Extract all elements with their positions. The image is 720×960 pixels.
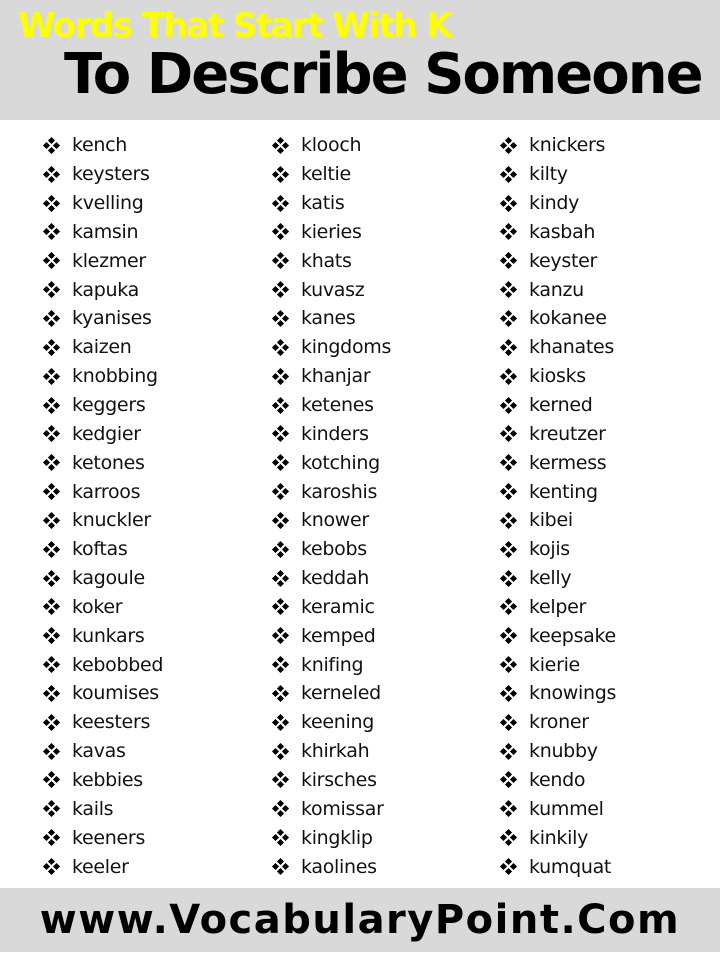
list-item [500, 852, 616, 881]
subtitle: Words That Start With K [18, 6, 452, 46]
list-item [272, 246, 391, 275]
word-text: keltie [301, 163, 351, 186]
list-item [500, 535, 616, 564]
four-diamond-bullet-icon [272, 368, 288, 384]
word-text: kindy [529, 192, 580, 215]
four-diamond-bullet-icon [272, 310, 288, 326]
word-text: keeners [72, 826, 146, 849]
four-diamond-bullet-icon [272, 426, 288, 442]
four-diamond-bullet-icon [272, 685, 288, 701]
four-diamond-bullet-icon [500, 714, 516, 730]
list-item [272, 564, 391, 593]
four-diamond-bullet-icon [500, 801, 516, 817]
list-item [500, 621, 616, 650]
word-text: knobbing [72, 365, 158, 388]
four-diamond-bullet-icon [272, 137, 288, 153]
word-text: kendo [529, 768, 586, 791]
word-text: klezmer [72, 249, 146, 272]
word-text: kunkars [72, 624, 145, 647]
four-diamond-bullet-icon [500, 657, 516, 673]
word-text: keeler [72, 855, 129, 878]
four-diamond-bullet-icon [500, 253, 516, 269]
word-text: karroos [72, 480, 141, 503]
word-text: kummel [529, 797, 604, 820]
four-diamond-bullet-icon [43, 772, 59, 788]
word-text: kinders [301, 422, 369, 445]
word-text: kebobs [301, 538, 367, 561]
four-diamond-bullet-icon [43, 714, 59, 730]
word-text: kench [72, 134, 128, 157]
list-item [272, 679, 391, 708]
four-diamond-bullet-icon [272, 657, 288, 673]
list-item [272, 333, 391, 362]
four-diamond-bullet-icon [500, 282, 516, 298]
word-text: keyster [529, 249, 598, 272]
word-text: kiosks [529, 365, 586, 388]
list-item [43, 564, 163, 593]
list-item [43, 823, 163, 852]
four-diamond-bullet-icon [43, 599, 59, 615]
list-item [272, 448, 391, 477]
word-text: kermess [529, 451, 607, 474]
four-diamond-bullet-icon [43, 282, 59, 298]
word-text: karoshis [301, 480, 378, 503]
website-url: www.VocabularyPoint.Com [39, 897, 681, 943]
list-item [500, 448, 616, 477]
list-item [43, 218, 163, 247]
four-diamond-bullet-icon [43, 512, 59, 528]
list-item [500, 304, 616, 333]
word-text: knubby [529, 740, 598, 763]
four-diamond-bullet-icon [43, 628, 59, 644]
list-item [43, 419, 163, 448]
list-item [43, 246, 163, 275]
list-item [500, 189, 616, 218]
list-item [500, 650, 616, 679]
list-item [272, 275, 391, 304]
four-diamond-bullet-icon [500, 339, 516, 355]
four-diamond-bullet-icon [272, 541, 288, 557]
list-item [43, 362, 163, 391]
four-diamond-bullet-icon [272, 484, 288, 500]
list-item [272, 535, 391, 564]
four-diamond-bullet-icon [500, 772, 516, 788]
word-text: kemped [301, 624, 376, 647]
list-item [43, 708, 163, 737]
word-text: kails [72, 797, 114, 820]
word-text: kasbah [529, 220, 596, 243]
list-item [43, 391, 163, 420]
four-diamond-bullet-icon [43, 570, 59, 586]
list-item [500, 794, 616, 823]
word-text: koftas [72, 538, 128, 561]
list-item [43, 304, 163, 333]
four-diamond-bullet-icon [43, 657, 59, 673]
word-text: knifing [301, 653, 364, 676]
word-text: knowings [529, 682, 617, 705]
list-item [43, 852, 163, 881]
list-item [500, 160, 616, 189]
four-diamond-bullet-icon [43, 830, 59, 846]
four-diamond-bullet-icon [272, 714, 288, 730]
four-diamond-bullet-icon [272, 397, 288, 413]
four-diamond-bullet-icon [43, 426, 59, 442]
four-diamond-bullet-icon [43, 541, 59, 557]
word-text: klooch [301, 134, 362, 157]
list-item [43, 650, 163, 679]
list-item [272, 160, 391, 189]
four-diamond-bullet-icon [272, 253, 288, 269]
list-item [500, 737, 616, 766]
word-text: kavas [72, 740, 126, 763]
four-diamond-bullet-icon [500, 484, 516, 500]
word-text: kibei [529, 509, 573, 532]
four-diamond-bullet-icon [272, 282, 288, 298]
four-diamond-bullet-icon [272, 772, 288, 788]
four-diamond-bullet-icon [500, 743, 516, 759]
four-diamond-bullet-icon [272, 801, 288, 817]
list-item [43, 794, 163, 823]
list-item [272, 362, 391, 391]
four-diamond-bullet-icon [272, 859, 288, 875]
list-item [272, 737, 391, 766]
word-text: kaizen [72, 336, 132, 359]
list-item [272, 304, 391, 333]
list-item [500, 246, 616, 275]
list-item [272, 593, 391, 622]
word-text: kieries [301, 220, 362, 243]
page-title: To Describe Someone [64, 42, 702, 107]
four-diamond-bullet-icon [500, 368, 516, 384]
word-text: keening [301, 711, 375, 734]
word-text: komissar [301, 797, 384, 820]
word-text: khanjar [301, 365, 371, 388]
list-item [272, 189, 391, 218]
list-item [272, 708, 391, 737]
four-diamond-bullet-icon [500, 512, 516, 528]
word-column-1 [43, 131, 163, 881]
word-text: kenting [529, 480, 598, 503]
word-text: kedgier [72, 422, 141, 445]
word-text: keepsake [529, 624, 616, 647]
four-diamond-bullet-icon [43, 368, 59, 384]
four-diamond-bullet-icon [500, 859, 516, 875]
list-item [500, 131, 616, 160]
list-item [500, 708, 616, 737]
list-item [272, 218, 391, 247]
list-item [272, 419, 391, 448]
list-item [43, 766, 163, 795]
list-item [500, 823, 616, 852]
word-text: ketones [72, 451, 145, 474]
four-diamond-bullet-icon [43, 801, 59, 817]
word-text: kuvasz [301, 278, 365, 301]
list-item [272, 477, 391, 506]
word-text: kojis [529, 538, 570, 561]
word-text: kroner [529, 711, 589, 734]
list-item [43, 593, 163, 622]
word-text: kebbies [72, 768, 143, 791]
word-text: kirsches [301, 768, 377, 791]
word-text: kilty [529, 163, 568, 186]
word-text: kokanee [529, 307, 607, 330]
word-text: kagoule [72, 567, 145, 590]
word-text: ketenes [301, 394, 374, 417]
word-text: kebobbed [72, 653, 164, 676]
word-list [0, 131, 720, 881]
list-item [43, 448, 163, 477]
word-text: kerned [529, 394, 593, 417]
four-diamond-bullet-icon [43, 743, 59, 759]
word-text: kingklip [301, 826, 373, 849]
word-column-2 [272, 131, 391, 881]
four-diamond-bullet-icon [272, 224, 288, 240]
word-column-3 [500, 131, 616, 881]
word-text: kanzu [529, 278, 584, 301]
four-diamond-bullet-icon [272, 570, 288, 586]
word-text: kyanises [72, 307, 152, 330]
list-item [500, 477, 616, 506]
four-diamond-bullet-icon [43, 195, 59, 211]
list-item [43, 131, 163, 160]
list-item [500, 766, 616, 795]
word-text: knower [301, 509, 369, 532]
list-item [500, 593, 616, 622]
list-item [272, 131, 391, 160]
four-diamond-bullet-icon [500, 310, 516, 326]
list-item [43, 737, 163, 766]
list-item [500, 275, 616, 304]
list-item [43, 189, 163, 218]
list-item [272, 794, 391, 823]
list-item [43, 333, 163, 362]
list-item [272, 621, 391, 650]
four-diamond-bullet-icon [43, 137, 59, 153]
list-item [272, 852, 391, 881]
list-item [272, 823, 391, 852]
list-item [43, 535, 163, 564]
word-text: keesters [72, 711, 151, 734]
four-diamond-bullet-icon [272, 455, 288, 471]
word-text: kierie [529, 653, 580, 676]
four-diamond-bullet-icon [43, 685, 59, 701]
list-item [272, 506, 391, 535]
word-text: katis [301, 192, 345, 215]
four-diamond-bullet-icon [500, 830, 516, 846]
word-text: khanates [529, 336, 615, 359]
list-item [500, 333, 616, 362]
word-text: kanes [301, 307, 356, 330]
word-text: kreutzer [529, 422, 606, 445]
four-diamond-bullet-icon [43, 166, 59, 182]
list-item [500, 679, 616, 708]
list-item [500, 391, 616, 420]
four-diamond-bullet-icon [272, 339, 288, 355]
four-diamond-bullet-icon [272, 166, 288, 182]
four-diamond-bullet-icon [43, 310, 59, 326]
four-diamond-bullet-icon [43, 224, 59, 240]
four-diamond-bullet-icon [272, 195, 288, 211]
four-diamond-bullet-icon [272, 628, 288, 644]
four-diamond-bullet-icon [500, 137, 516, 153]
four-diamond-bullet-icon [43, 484, 59, 500]
word-text: koumises [72, 682, 159, 705]
word-text: keysters [72, 163, 150, 186]
list-item [43, 275, 163, 304]
four-diamond-bullet-icon [43, 455, 59, 471]
four-diamond-bullet-icon [500, 397, 516, 413]
word-text: kamsin [72, 220, 139, 243]
word-text: kvelling [72, 192, 144, 215]
word-text: knickers [529, 134, 606, 157]
four-diamond-bullet-icon [43, 253, 59, 269]
list-item [272, 766, 391, 795]
four-diamond-bullet-icon [500, 224, 516, 240]
word-text: keggers [72, 394, 146, 417]
footer-banner [0, 888, 720, 952]
list-item [500, 506, 616, 535]
word-text: khirkah [301, 740, 370, 763]
list-item [500, 218, 616, 247]
four-diamond-bullet-icon [272, 743, 288, 759]
list-item [500, 362, 616, 391]
word-text: kelper [529, 595, 587, 618]
four-diamond-bullet-icon [500, 570, 516, 586]
word-text: keramic [301, 595, 375, 618]
list-item [500, 564, 616, 593]
four-diamond-bullet-icon [272, 512, 288, 528]
word-text: knuckler [72, 509, 151, 532]
word-text: kumquat [529, 855, 612, 878]
four-diamond-bullet-icon [43, 397, 59, 413]
four-diamond-bullet-icon [500, 426, 516, 442]
four-diamond-bullet-icon [43, 339, 59, 355]
word-text: kerneled [301, 682, 381, 705]
word-text: keddah [301, 567, 370, 590]
list-item [43, 621, 163, 650]
list-item [43, 477, 163, 506]
four-diamond-bullet-icon [272, 599, 288, 615]
list-item [500, 419, 616, 448]
list-item [43, 160, 163, 189]
list-item [272, 391, 391, 420]
four-diamond-bullet-icon [500, 599, 516, 615]
list-item [43, 679, 163, 708]
four-diamond-bullet-icon [500, 455, 516, 471]
word-text: khats [301, 249, 352, 272]
four-diamond-bullet-icon [500, 195, 516, 211]
word-text: kelly [529, 567, 572, 590]
list-item [272, 650, 391, 679]
four-diamond-bullet-icon [500, 628, 516, 644]
word-text: kaolines [301, 855, 377, 878]
word-text: kingdoms [301, 336, 392, 359]
word-text: koker [72, 595, 123, 618]
header-banner [0, 0, 720, 120]
four-diamond-bullet-icon [500, 541, 516, 557]
list-item [43, 506, 163, 535]
word-text: kotching [301, 451, 380, 474]
word-text: kapuka [72, 278, 139, 301]
word-text: kinkily [529, 826, 589, 849]
four-diamond-bullet-icon [500, 166, 516, 182]
four-diamond-bullet-icon [500, 685, 516, 701]
four-diamond-bullet-icon [272, 830, 288, 846]
four-diamond-bullet-icon [43, 859, 59, 875]
